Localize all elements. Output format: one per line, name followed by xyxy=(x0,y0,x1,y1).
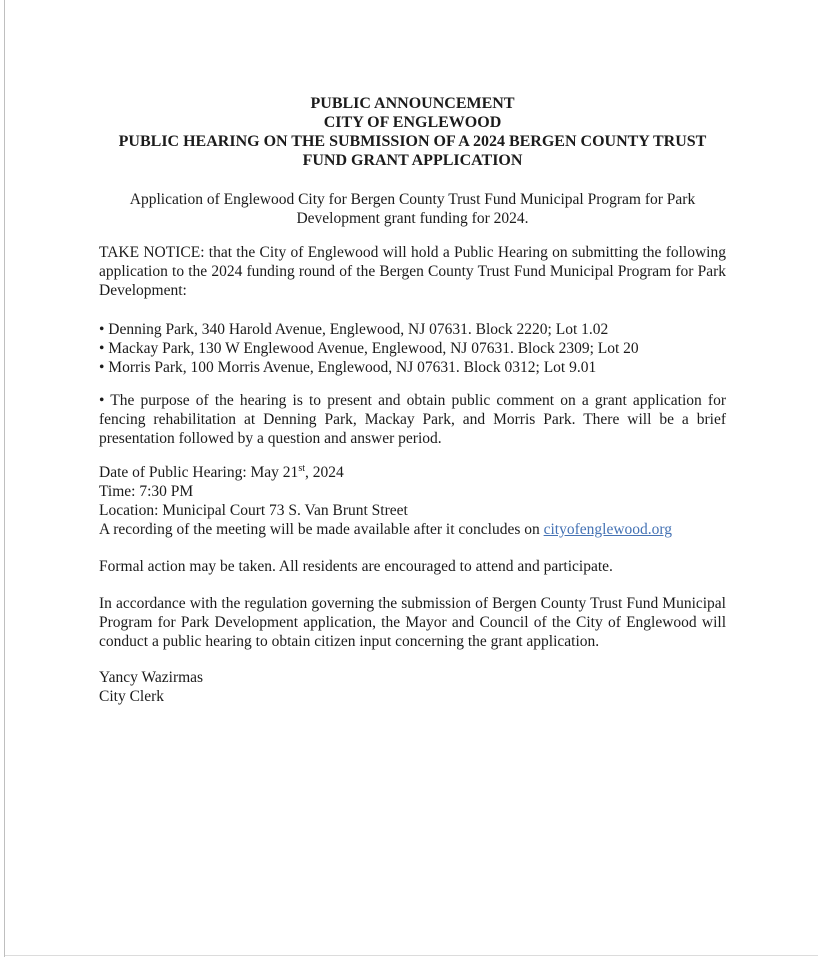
hearing-date-suffix: , 2024 xyxy=(304,464,344,481)
signature-block xyxy=(99,668,726,706)
page-edge-bottom-line xyxy=(5,955,818,956)
hearing-details xyxy=(99,463,726,539)
hearing-date-line xyxy=(99,463,726,482)
title-line-4: FUND GRANT APPLICATION xyxy=(302,152,523,169)
title-line-2: CITY OF ENGLEWOOD xyxy=(323,114,502,131)
document-content xyxy=(99,94,726,706)
title-line-3: PUBLIC HEARING ON THE SUBMISSION OF A 2024 BERGEN COUNTY TRUST xyxy=(118,133,707,150)
hearing-time-line: Time: 7:30 PM xyxy=(99,483,194,500)
document-title xyxy=(99,94,726,170)
city-website-link[interactable]: cityofenglewood.org xyxy=(543,521,673,538)
title-line-1: PUBLIC ANNOUNCEMENT xyxy=(310,95,515,112)
hearing-location-line: Location: Municipal Court 73 S. Van Brunt Street xyxy=(99,502,408,519)
signature-name: Yancy Wazirmas xyxy=(99,669,204,686)
park-bullet-list xyxy=(99,320,726,377)
accordance-paragraph: In accordance with the regulation governing the submission of Bergen County Trust Fund Municipal Program for Park Development application, the Mayor and Council of the City of Englewood will conduct a public hearing to obtain citizen input concerning the grant application. xyxy=(99,595,726,650)
purpose-paragraph: • The purpose of the hearing is to present and obtain public comment on a grant application for fencing rehabilitation at Denning Park, Mackay Park, and Morris Park. There will be a brief presentation followed by a question and answer period. xyxy=(99,392,726,447)
bullet-mackay-park: • Mackay Park, 130 W Englewood Avenue, Englewood, NJ 07631. Block 2309; Lot 20 xyxy=(99,340,639,357)
page-edge-left-line xyxy=(4,0,5,957)
signature-title: City Clerk xyxy=(99,688,165,705)
hearing-date-superscript: st xyxy=(298,462,305,474)
formal-action-paragraph: Formal action may be taken. All residents are encouraged to attend and participate. xyxy=(99,558,613,575)
hearing-date-prefix: Date of Public Hearing: May 21 xyxy=(99,464,299,481)
recording-text: A recording of the meeting will be made available after it concludes on xyxy=(99,521,544,538)
recording-line xyxy=(99,520,726,539)
bullet-morris-park: • Morris Park, 100 Morris Avenue, Englewood, NJ 07631. Block 0312; Lot 9.01 xyxy=(99,359,597,376)
bullet-denning-park: • Denning Park, 340 Harold Avenue, Englewood, NJ 07631. Block 2220; Lot 1.02 xyxy=(99,321,609,338)
intro-paragraph: Application of Englewood City for Bergen County Trust Fund Municipal Program for Park Development grant funding for 2024. xyxy=(129,191,696,227)
take-notice-paragraph: TAKE NOTICE: that the City of Englewood will hold a Public Hearing on submitting the following application to the 2024 funding round of the Bergen County Trust Fund Municipal Program for Park Development: xyxy=(99,244,726,299)
